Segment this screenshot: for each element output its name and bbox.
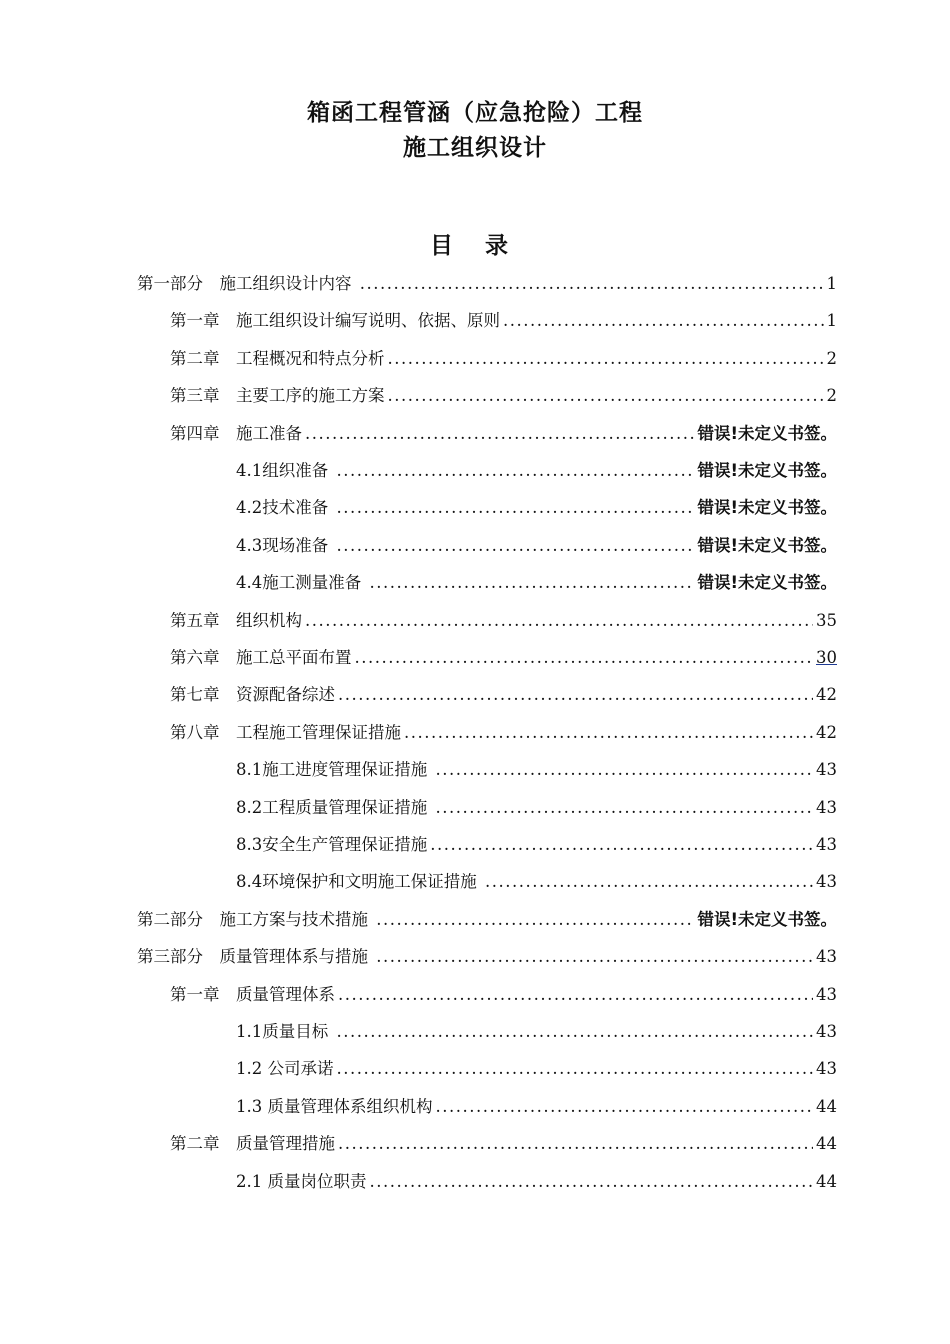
toc-entry-label: 8.1施工进度管理保证措施 bbox=[236, 760, 433, 780]
toc-entry-label: 4.1组织准备 bbox=[236, 461, 334, 480]
dot-leader bbox=[376, 938, 813, 975]
toc-entry-page: 44 bbox=[816, 1171, 837, 1191]
toc-entry[interactable] bbox=[236, 1088, 837, 1125]
toc-entry-label: 1.1质量目标 bbox=[236, 1022, 334, 1041]
toc-entry-page: 42 bbox=[816, 722, 837, 742]
toc-entry[interactable] bbox=[137, 901, 837, 938]
dot-leader bbox=[388, 340, 824, 377]
toc-entry-label: 8.2工程质量管理保证措施 bbox=[236, 797, 433, 817]
dot-leader bbox=[376, 901, 694, 938]
toc-entry-label: 第二部分 施工方案与技术措施 bbox=[137, 909, 374, 929]
toc-entry[interactable] bbox=[170, 340, 837, 377]
document-title: 箱函工程管涵（应急抢险）工程 bbox=[307, 100, 643, 126]
toc-entry[interactable] bbox=[236, 489, 837, 526]
toc-entry-label: 4.4施工测量准备 bbox=[236, 573, 367, 593]
toc-entry[interactable] bbox=[236, 863, 837, 900]
dot-leader bbox=[305, 415, 694, 452]
toc-heading: 目 录 bbox=[429, 233, 520, 259]
dot-leader bbox=[503, 302, 824, 339]
toc-entry-label: 第三章 主要工序的施工方案 bbox=[170, 386, 385, 406]
toc-entry-label: 8.3安全生产管理保证措施 bbox=[236, 835, 428, 854]
toc-entry-page: 43 bbox=[816, 1059, 837, 1079]
toc-entry-page: 43 bbox=[816, 872, 837, 892]
dot-leader bbox=[305, 602, 813, 639]
toc-entry-label: 第六章 施工总平面布置 bbox=[170, 648, 352, 667]
toc-entry[interactable] bbox=[137, 265, 837, 302]
toc-entry-label: 1.3 质量管理体系组织机构 bbox=[236, 1096, 433, 1116]
dot-leader bbox=[485, 863, 813, 900]
toc-entry-label: 第四章 施工准备 bbox=[170, 423, 302, 443]
toc-entry-page: 43 bbox=[816, 947, 837, 967]
dot-leader bbox=[404, 714, 813, 751]
toc-entry-page: 35 bbox=[816, 610, 837, 630]
toc-entry[interactable] bbox=[236, 1050, 837, 1087]
toc-entry-page: 43 bbox=[816, 797, 837, 817]
toc-entry[interactable] bbox=[137, 938, 837, 975]
dot-leader bbox=[436, 789, 814, 826]
toc-entry-page: 43 bbox=[816, 984, 837, 1004]
toc-entry-error: 错误!未定义书签。 bbox=[697, 535, 837, 555]
dot-leader bbox=[337, 1013, 814, 1050]
toc-entry[interactable] bbox=[236, 1163, 837, 1200]
dot-leader bbox=[337, 452, 695, 489]
dot-leader bbox=[355, 639, 814, 676]
dot-leader bbox=[360, 265, 824, 302]
toc-entry-page: 1 bbox=[826, 311, 837, 331]
dot-leader bbox=[370, 1163, 814, 1200]
toc-entry[interactable] bbox=[236, 527, 837, 564]
toc-entry-label: 第八章 工程施工管理保证措施 bbox=[170, 722, 401, 742]
toc-entry-label: 第五章 组织机构 bbox=[170, 610, 302, 630]
toc-entry[interactable] bbox=[236, 452, 837, 489]
toc-entry-error: 错误!未定义书签。 bbox=[697, 461, 837, 480]
toc-entry-page: 2 bbox=[826, 348, 837, 368]
toc-entry[interactable] bbox=[236, 564, 837, 601]
toc-entry-page: 44 bbox=[816, 1096, 837, 1116]
toc-entry[interactable] bbox=[236, 826, 837, 863]
toc-entry[interactable] bbox=[170, 676, 837, 713]
toc-entry[interactable] bbox=[236, 789, 837, 826]
toc-entry[interactable] bbox=[236, 1013, 837, 1050]
toc-entry[interactable] bbox=[170, 377, 837, 414]
toc-entry-label: 第二章 工程概况和特点分析 bbox=[170, 348, 385, 368]
toc-entry[interactable] bbox=[170, 415, 837, 452]
dot-leader bbox=[388, 377, 824, 414]
dot-leader bbox=[436, 751, 814, 788]
dot-leader bbox=[430, 826, 813, 863]
toc-entry-label: 第七章 资源配备综述 bbox=[170, 685, 335, 705]
toc-entry-page: 1 bbox=[826, 274, 837, 293]
toc-entry-error: 错误!未定义书签。 bbox=[697, 498, 837, 518]
toc-entry-label: 第一章 施工组织设计编写说明、依据、原则 bbox=[170, 311, 500, 331]
toc-entry-error: 错误!未定义书签。 bbox=[697, 573, 837, 593]
toc-entry-page: 42 bbox=[816, 685, 837, 705]
toc-entry-label: 第二章 质量管理措施 bbox=[170, 1134, 335, 1154]
toc-entry[interactable] bbox=[170, 1125, 837, 1162]
toc-entry[interactable] bbox=[170, 714, 837, 751]
toc-entry-label: 4.2技术准备 bbox=[236, 498, 334, 518]
toc-entry[interactable] bbox=[170, 602, 837, 639]
dot-leader bbox=[370, 564, 695, 601]
toc-entry-page: 43 bbox=[816, 1022, 837, 1041]
toc-entry[interactable] bbox=[170, 639, 837, 676]
toc-entry-error: 错误!未定义书签。 bbox=[697, 909, 837, 929]
dot-leader bbox=[338, 1125, 813, 1162]
toc-entry-label: 2.1 质量岗位职责 bbox=[236, 1171, 367, 1191]
toc-entry-page: 2 bbox=[826, 386, 837, 406]
toc-entry-label: 4.3现场准备 bbox=[236, 535, 334, 555]
toc-entry-label: 第一章 质量管理体系 bbox=[170, 984, 335, 1004]
toc-entry[interactable] bbox=[170, 976, 837, 1013]
dot-leader bbox=[338, 976, 813, 1013]
dot-leader bbox=[436, 1088, 814, 1125]
document-subtitle: 施工组织设计 bbox=[403, 135, 547, 161]
dot-leader bbox=[338, 676, 813, 713]
toc-entry[interactable] bbox=[236, 751, 837, 788]
toc-entry-page: 43 bbox=[816, 760, 837, 780]
toc-entry-label: 8.4环境保护和文明施工保证措施 bbox=[236, 872, 482, 892]
toc-entry-page: 30 bbox=[816, 648, 837, 667]
toc-entry[interactable] bbox=[170, 302, 837, 339]
toc-entry-label: 1.2 公司承诺 bbox=[236, 1059, 334, 1079]
dot-leader bbox=[337, 489, 695, 526]
dot-leader bbox=[337, 1050, 814, 1087]
toc-entry-page: 43 bbox=[816, 835, 837, 854]
toc-entry-label: 第一部分 施工组织设计内容 bbox=[137, 274, 357, 293]
dot-leader bbox=[337, 527, 695, 564]
toc-entry-label: 第三部分 质量管理体系与措施 bbox=[137, 947, 374, 967]
toc-entry-error: 错误!未定义书签。 bbox=[697, 423, 837, 443]
toc-entry-page: 44 bbox=[816, 1134, 837, 1154]
